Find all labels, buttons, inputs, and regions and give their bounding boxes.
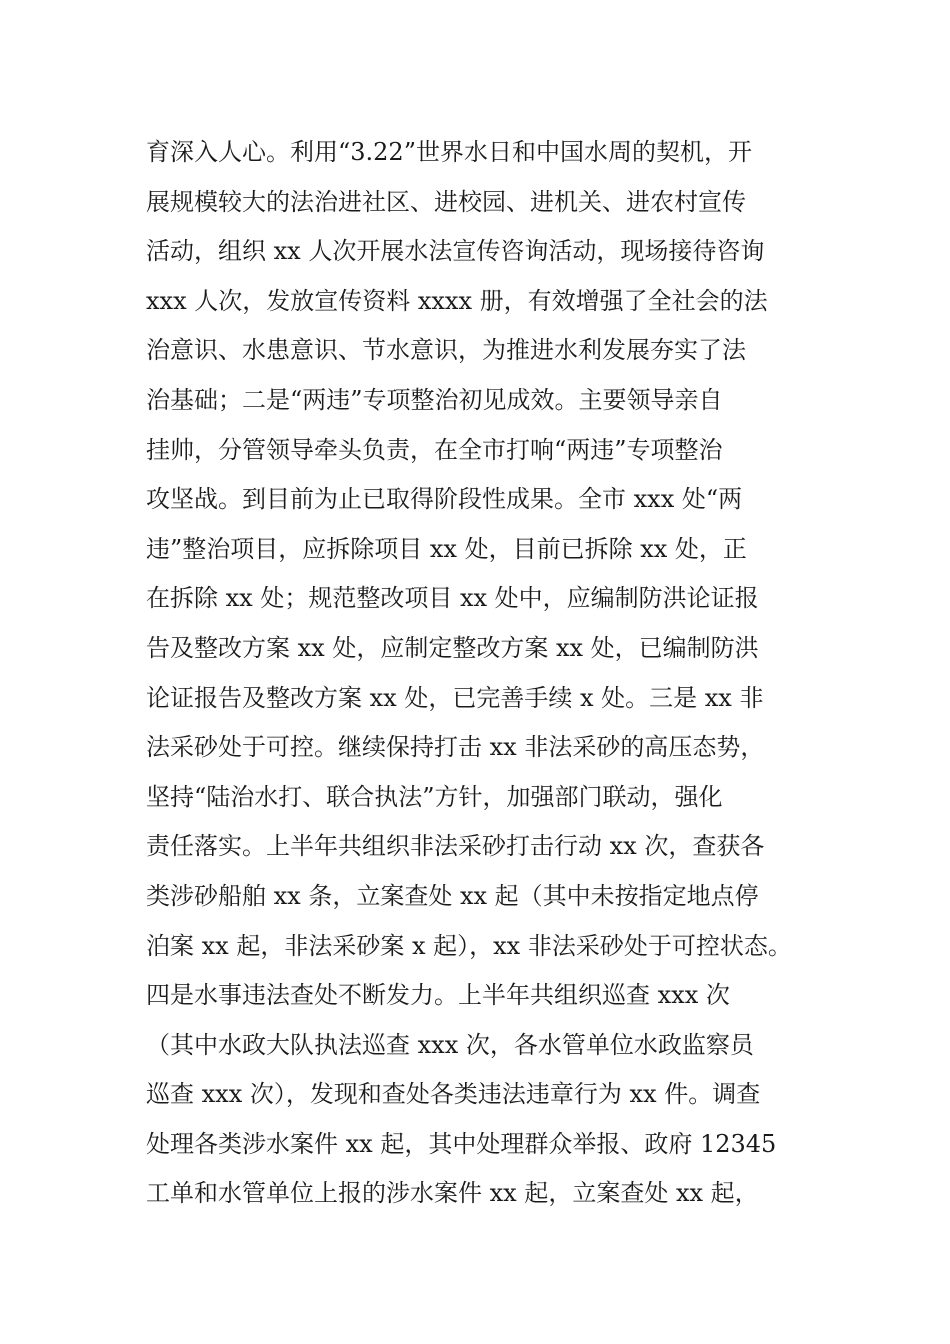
text-line: 育深入人心。利用“3.22”世界水日和中国水周的契机，开: [146, 138, 752, 166]
text-line: 活动，组织 xx 人次开展水法宣传咨询活动，现场接待咨询: [146, 237, 765, 266]
text-line: 责任落实。上半年共组织非法采砂打击行动 xx 次，查获各: [146, 832, 765, 861]
text-line: 坚持“陆治水打、联合执法”方针，加强部门联动，强化: [146, 782, 723, 811]
text-line: 论证报告及整改方案 xx 处，已完善手续 x 处。三是 xx 非: [146, 683, 764, 712]
text-line: xxx 人次，发放宣传资料 xxxx 册，有效增强了全社会的法: [146, 286, 768, 315]
text-line: 治基础；二是“两违”专项整治初见成效。主要领导亲自: [146, 385, 723, 414]
text-line: 巡查 xxx 次），发现和查处各类违法违章行为 xx 件。调查: [146, 1080, 761, 1109]
text-line: 攻坚战。到目前为止已取得阶段性成果。全市 xxx 处“两: [146, 485, 743, 514]
text-line: 类涉砂船舶 xx 条，立案查处 xx 起（其中未按指定地点停: [146, 881, 759, 910]
text-line: （其中水政大队执法巡查 xxx 次，各水管单位水政监察员: [146, 1030, 754, 1059]
text-line: 展规模较大的法治进社区、进校园、进机关、进农村宣传: [146, 187, 746, 216]
text-line: 工单和水管单位上报的涉水案件 xx 起，立案查处 xx 起，: [146, 1179, 759, 1208]
text-line: 治意识、水患意识、节水意识，为推进水利发展夯实了法: [146, 336, 746, 365]
text-line: 告及整改方案 xx 处，应制定整改方案 xx 处，已编制防洪: [146, 633, 759, 662]
text-line: 处理各类涉水案件 xx 起，其中处理群众举报、政府 12345: [146, 1129, 777, 1158]
text-line: 泊案 xx 起，非法采砂案 x 起），xx 非法采砂处于可控状态。: [146, 931, 792, 960]
text-line: 违”整治项目，应拆除项目 xx 处，目前已拆除 xx 处，正: [146, 534, 747, 563]
text-line: 四是水事违法查处不断发力。上半年共组织巡查 xxx 次: [146, 981, 730, 1010]
body-paragraph: [146, 128, 826, 1219]
text-line: 法采砂处于可控。继续保持打击 xx 非法采砂的高压态势，: [146, 733, 765, 762]
text-line: 在拆除 xx 处；规范整改项目 xx 处中，应编制防洪论证报: [146, 584, 759, 613]
text-line: 挂帅，分管领导牵头负责，在全市打响“两违”专项整治: [146, 435, 723, 464]
